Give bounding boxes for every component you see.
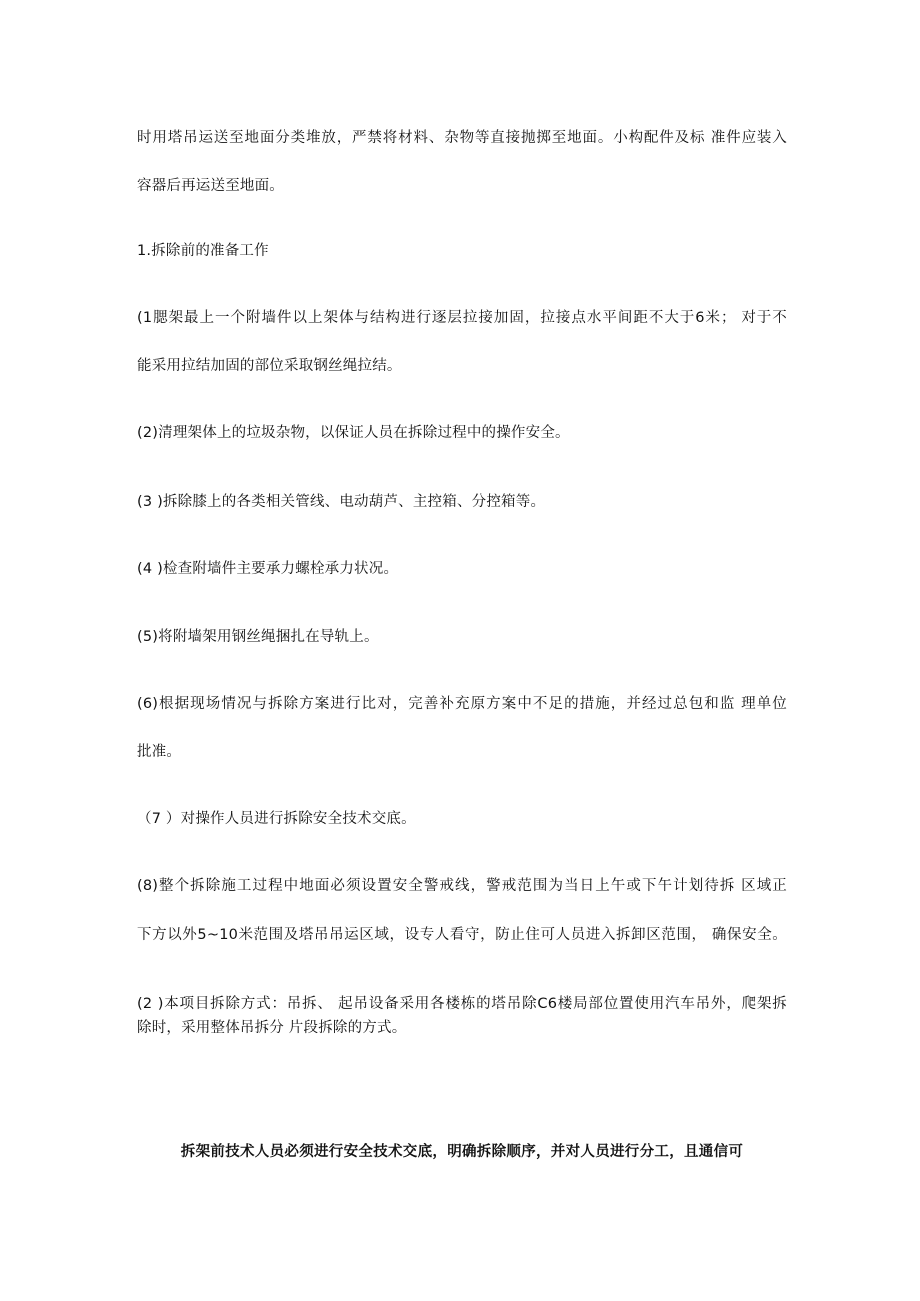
text-line-15: (2 )本项目拆除方式：吊拆、 起吊设备采用各楼栋的塔吊除C6楼局部位置使用汽车吊外，爬架拆 (137, 996, 787, 1012)
text-line-7: (3 )拆除膝上的各类相关管线、电动葫芦、主控箱、分控箱等。 (137, 494, 546, 510)
text-line-6: (2)清理架体上的垃圾杂物，以保证人员在拆除过程中的操作安全。 (137, 425, 570, 441)
text-line-14: 下方以外5~10米范围及塔吊吊运区域，设专人看守，防止住可人员进入拆卸区范围， 确保安全。 (137, 927, 787, 943)
text-line-9: (5)将附墙架用钢丝绳捆扎在导轨上。 (137, 629, 379, 645)
text-line-4: (1腮架最上一个附墙件以上架体与结构进行逐层拉接加固，拉接点水平间距不大于6米； 对于不 (137, 310, 787, 326)
text-line-8: (4 )检查附墙件主要承力螺栓承力状况。 (137, 561, 399, 577)
text-line-10: (6)根据现场情况与拆除方案进行比对，完善补充原方案中不足的措施，并经过总包和监 理单位 (137, 696, 787, 712)
footer-bold-text: 拆架前技术人员必须进行安全技术交底，明确拆除顺序，并对人员进行分工，且通信可 (180, 1144, 744, 1160)
text-line-16: 除时，采用整体吊拆分 片段拆除的方式。 (137, 1020, 407, 1036)
text-line-5: 能采用拉结加固的部位采取钢丝绳拉结。 (137, 358, 402, 374)
text-line-1: 时用塔吊运送至地面分类堆放，严禁将材料、杂物等直接抛掷至地面。小构配件及标 准件应装入 (137, 130, 787, 146)
section-heading: 1.拆除前的准备工作 (137, 243, 269, 259)
text-line-13: (8)整个拆除施工过程中地面必须设置安全警戒线，警戒范围为当日上午或下午计划待拆 区域正 (137, 878, 787, 894)
text-line-12: （7 ）对操作人员进行拆除安全技术交底。 (137, 811, 416, 827)
text-line-11: 批准。 (137, 744, 182, 760)
text-line-2: 容器后再运送至地面。 (137, 178, 284, 194)
